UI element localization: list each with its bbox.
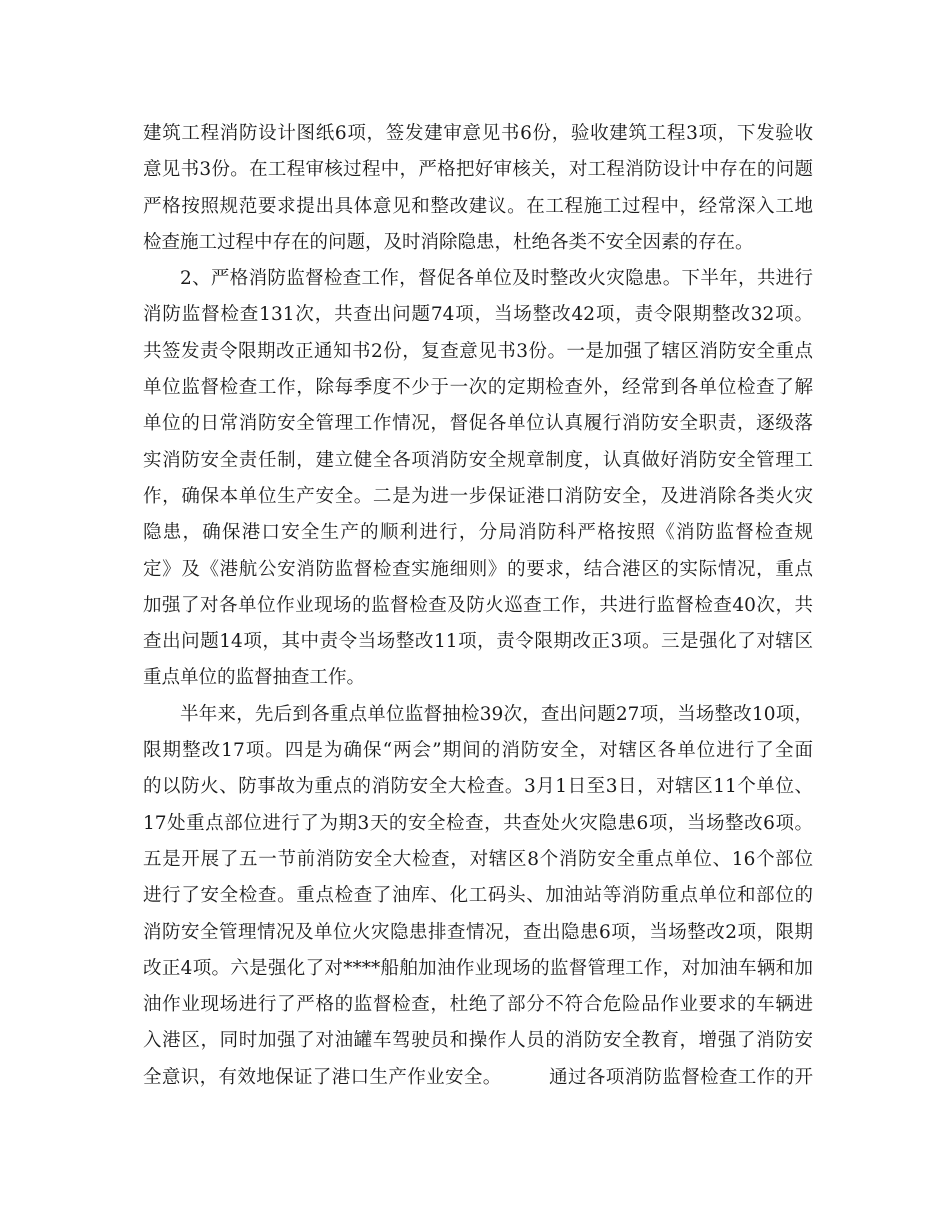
text-line: 2、严格消防监督检查工作，督促各单位及时整改火灾隐患。下半年，共进行 <box>180 268 813 290</box>
text-line: 五是开展了五一节前消防安全大检查，对辖区8个消防安全重点单位、16个部位 <box>143 848 813 870</box>
text-line: 建筑工程消防设计图纸6项，签发建审意见书6份，验收建筑工程3项，下发验收 <box>143 123 813 144</box>
document-body <box>143 116 813 1096</box>
text-line: 检查施工过程中存在的问题，及时消除隐患，杜绝各类不安全因素的存在。 <box>143 231 754 253</box>
text-line: 的以防火、防事故为重点的消防安全大检查。3月1日至3日，对辖区11个单位、 <box>143 776 813 798</box>
text-line: 严格按照规范要求提出具体意见和整改建议。在工程施工过程中，经常深入工地 <box>143 195 813 217</box>
text-line: 17处重点部位进行了为期3天的安全检查，共查处火灾隐患6项，当场整改6项。 <box>143 812 813 834</box>
text-line: 加强了对各单位作业现场的监督检查及防火巡查工作，共进行监督检查40次，共 <box>143 594 813 616</box>
text-line: 作，确保本单位生产安全。二是为进一步保证港口消防安全，及进消除各类火灾 <box>143 485 813 507</box>
text-line: 共签发责令限期改正通知书2份，复查意见书3份。一是加强了辖区消防安全重点 <box>143 340 813 362</box>
text-line: 改正4项。六是强化了对****船舶加油作业现场的监督管理工作，对加油车辆和加 <box>143 957 813 979</box>
text-line: 半年来，先后到各重点单位监督抽检39次，查出问题27项，当场整改10项， <box>180 703 813 725</box>
text-line: 意见书3份。在工程审核过程中，严格把好审核关，对工程消防设计中存在的问题 <box>143 159 813 181</box>
text-line: 单位的日常消防安全管理工作情况，督促各单位认真履行消防安全职责，逐级落 <box>143 413 813 435</box>
text-line: 查出问题14项，其中责令当场整改11项，责令限期改正3项。三是强化了对辖区 <box>143 631 813 653</box>
text-line: 入港区，同时加强了对油罐车驾驶员和操作人员的消防安全教育，增强了消防安 <box>143 1030 813 1052</box>
text-line: 重点单位的监督抽查工作。 <box>143 667 366 689</box>
text-line: 消防监督检查131次，共查出问题74项，当场整改42项，责令限期整改32项。 <box>143 304 813 326</box>
text-line: 消防安全管理情况及单位火灾隐患排查情况，查出隐患6项，当场整改2项，限期 <box>143 921 813 943</box>
text-line: 全意识，有效地保证了港口生产作业安全。 通过各项消防监督检查工作的开 <box>143 1066 813 1088</box>
text-line: 进行了安全检查。重点检查了油库、化工码头、加油站等消防重点单位和部位的 <box>143 885 813 907</box>
text-line: 隐患，确保港口安全生产的顺利进行，分局消防科严格按照《消防监督检查规 <box>143 522 813 544</box>
text-line: 实消防安全责任制，建立健全各项消防安全规章制度，认真做好消防安全管理工 <box>143 449 813 471</box>
text-line: 限期整改17项。四是为确保“两会”期间的消防安全，对辖区各单位进行了全面 <box>143 740 813 762</box>
text-line: 油作业现场进行了严格的监督检查，杜绝了部分不符合危险品作业要求的车辆进 <box>143 994 813 1016</box>
text-line: 单位监督检查工作，除每季度不少于一次的定期检查外，经常到各单位检查了解 <box>143 377 813 399</box>
text-line: 定》及《港航公安消防监督检查实施细则》的要求，结合港区的实际情况，重点 <box>143 558 813 580</box>
